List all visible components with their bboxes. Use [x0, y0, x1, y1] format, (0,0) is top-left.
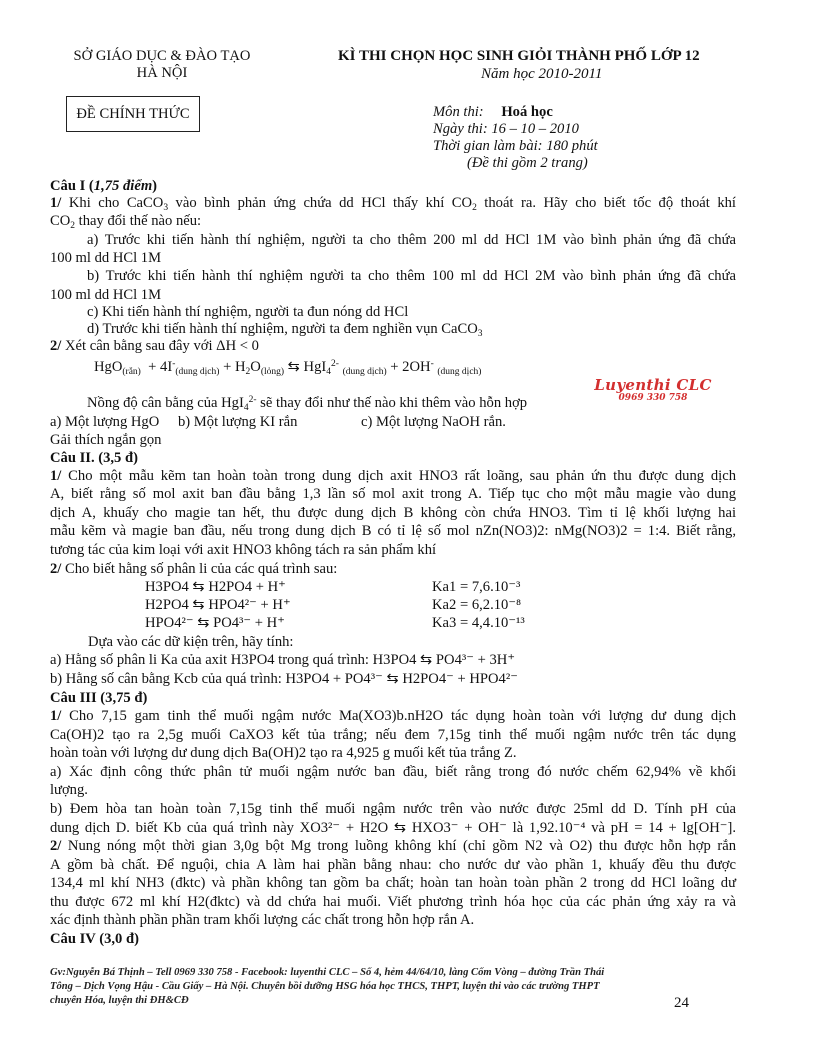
- department-block: [48, 48, 276, 82]
- q2-calc-b: b) Hằng số cân bằng Kcb của quá trình: H3PO4 + PO4³⁻ ⇆ H2PO4⁻ + HPO4²⁻: [50, 671, 518, 687]
- q3-part2-line1: [50, 838, 736, 855]
- q2-part1-text: Cho một mẫu kẽm tan hoàn toàn trong dung dịch axit HNO3 rất loãng, sau phản ứn thu được dung dịch: [61, 468, 736, 484]
- q1-part1-text-a: Khi cho CaCO: [61, 195, 164, 211]
- q2-part2-text: Cho biết hằng số phân li của các quá trình sau:: [61, 561, 338, 577]
- q2-part1-line4: mẫu kẽm và magie ban đầu, nếu trong dung dịch B có tỉ lệ số mol nZn(NO3)2: nMg(NO3)2 = 1:4. Biết rằng,: [50, 523, 736, 539]
- q2-part1-line5: tương tác của kim loại với axit HNO3 không tách ra sản phẩm khí: [50, 542, 437, 558]
- equilibrium-2-eq: H2PO4 ⇆ HPO4²⁻ + H⁺: [145, 597, 291, 613]
- q2-part1-number: 1/: [50, 468, 62, 484]
- q1-part1-line2: $CO_2$ thay đổi thế nào nếu:: [50, 213, 202, 231]
- q3-part1-line1: [50, 708, 736, 725]
- q1-explain: Gải thích ngắn gọn: [50, 432, 162, 448]
- q1-conc-text-a: Nồng độ cân bằng của HgI: [87, 395, 244, 411]
- footer-line-2: Tông – Dịch Vọng Hậu - Cầu Giấy – Hà Nội. Chuyên bồi dưỡng HSG hóa học THCS, THPT, luyện thi vào các trường THPT: [50, 981, 600, 992]
- q3-part2-line5: xác định thành phần phần tram khối lượng các chất trong hỗn hợp rắn A.: [50, 912, 475, 928]
- q3-part2-line4: thu được 672 ml khí H2(đktc) và dd chứa hai muối. Viết phương trình hóa học của các phản ứng xảy ra và: [50, 894, 736, 910]
- q3-part2-line2: A gồm bà chất. Để nguội, chia A làm hai phần bằng nhau: cho nước dư vào phần 1, khuấy đều thu được: [50, 857, 736, 873]
- official-exam-box: [66, 96, 200, 132]
- q3-part1-line2: Ca(OH)2 tạo ra 2,5g muối CaXO3 kết tủa trắng; nếu đem 7,15g tinh thể muối ngậm nước trên tác dụng: [50, 727, 736, 743]
- q3-part2-number: 2/: [50, 838, 62, 854]
- department-city: HÀ NỘI: [136, 65, 188, 81]
- q3-part2-text: Nung nóng một thời gian 3,0g bột Mg trong luồng không khí (chỉ gồm N2 và O2) thu được hỗn hợp rắn: [61, 838, 736, 854]
- q3-part1-text: Cho 7,15 gam tinh thể muối ngậm nước Ma(XO3)b.nH2O tác dụng hoàn toàn với lượng dư dung dịch: [61, 708, 736, 724]
- k-label: Ka3: [432, 615, 457, 631]
- q1-part1-line1: 1/ Khi cho CaCO$_3$ vào bình phản ứng chứa dd HCl thấy khí $CO_2$ thoát ra. Hãy cho biết tốc độ thoát khí: [50, 195, 736, 213]
- equilibrium-1-eq: H3PO4 ⇆ H2PO4 + H⁺: [145, 579, 286, 595]
- footer-line-3: chuyên Hóa, luyện thi ĐH&CĐ: [50, 995, 189, 1006]
- q1-option-b-line2: 100 ml dd HCl 1M: [50, 287, 162, 303]
- question-1-label: Câu I (: [50, 178, 94, 194]
- question-1-title: [50, 178, 157, 195]
- department-name: SỞ GIÁO DỤC & ĐÀO TẠO: [73, 48, 251, 64]
- q1-part1-text-e: thay đổi thế nào nếu:: [75, 213, 202, 229]
- q1-option-d-text: d) Trước khi tiến hành thí nghiệm, người ta đem nghiền vụn CaCO: [87, 321, 478, 337]
- equilibrium-row-2: [145, 597, 291, 614]
- subject-line: [433, 104, 553, 121]
- equilibrium-row-1: [145, 579, 286, 596]
- q3-part1-number: 1/: [50, 708, 62, 724]
- q1-part2-intro: [50, 338, 259, 355]
- equilibrium-3-eq: HPO4²⁻ ⇆ PO4³⁻ + H⁺: [145, 615, 285, 631]
- q1-part2-text: Xét cân bằng sau đây với ΔH < 0: [61, 338, 259, 354]
- q1-part1-number: 1/: [50, 195, 62, 211]
- q1-equilibrium-equation: $HgO_{(rắn)} + 4I^-_{(dung dịch)} + H_2O_{(lỏng)}$ ⇆ HgI$_4^{2-}$ $_{(dung dịch)}$ + 2OH- $_{(dung dịch)}$: [94, 359, 482, 377]
- q3-part1-line3: hoàn toàn với lượng dư dung dịch Ba(OH)2 tạo ra 4,925 g muối kết tủa trắng Z.: [50, 745, 517, 761]
- q2-part2-number: 2/: [50, 561, 62, 577]
- exam-title: KÌ THI CHỌN HỌC SINH GIỎI THÀNH PHỐ LỚP 12: [338, 48, 700, 64]
- k-value: 6,2.10⁻⁸: [471, 597, 522, 613]
- q3-part1-line5: lượng.: [50, 782, 88, 798]
- official-exam-label: ĐỀ CHÍNH THỨC: [76, 105, 190, 122]
- page-footer: [50, 966, 710, 1008]
- q3-part1-line6: b) Đem hòa tan hoàn toàn 7,15g tinh thể muối ngậm nước trên vào nước được 25ml dd D. Tính pH của: [50, 801, 736, 817]
- q1-conc-text-b: sẽ thay đổi như thế nào khi thêm vào hỗn hợp: [256, 395, 528, 411]
- q1-option-b-line1: b) Trước khi tiến hành thí nghiệm người ta cho thêm 100 ml dd HCl 2M vào bình phản ứng đã chứa: [87, 268, 736, 284]
- q1-opt-b: b) Một lượng KI rắn: [178, 414, 298, 430]
- page-number: 24: [674, 995, 689, 1011]
- exam-duration: Thời gian làm bài: 180 phút: [433, 138, 598, 154]
- q2-calc-intro: Dựa vào các dữ kiện trên, hãy tính:: [88, 634, 294, 650]
- q3-part1-line7: dung dịch D. biết Kb của quá trình này XO3²⁻ + H2O ⇆ HXO3⁻ + OH⁻ là 1,92.10⁻⁴ và pH = 14 + lg[OH⁻].: [50, 820, 736, 836]
- equilibrium-3-k: Ka3 = 4,4.10⁻¹³: [432, 615, 525, 631]
- equilibrium-row-3: [145, 615, 285, 632]
- q1-option-d: d) Trước khi tiến hành thí nghiệm, người ta đem nghiền vụn CaCO$_3$: [87, 321, 483, 339]
- q3-part1-line4: a) Xác định công thức phân tử muối ngậm nước ban đầu, biết rằng trong đó nước chếm 62,94% về khối: [50, 764, 736, 780]
- q1-part1-text-b: vào bình phản ứng chứa dd HCl thấy khí CO: [168, 195, 473, 211]
- equilibrium-1-k: Ka1 = 7,6.10⁻³: [432, 579, 521, 595]
- q2-calc-a: a) Hằng số phân li Ka của axit H3PO4 trong quá trình: H3PO4 ⇆ PO4³⁻ + 3H⁺: [50, 652, 516, 668]
- question-4-title: Câu IV (3,0 đ): [50, 931, 139, 947]
- q1-option-c: c) Khi tiến hành thí nghiệm, người ta đun nóng dd HCl: [87, 304, 409, 320]
- k-value: 7,6.10⁻³: [471, 579, 521, 595]
- q1-part1-text-c: thoát ra. Hãy cho biết tốc độ thoát khí: [476, 195, 736, 211]
- subject-value: Hoá học: [501, 104, 553, 120]
- q1-option-a-line2: 100 ml dd HCl 1M: [50, 250, 162, 266]
- subject-label: Môn thi:: [433, 104, 484, 120]
- question-1-points: 1,75 điểm: [93, 178, 153, 194]
- q1-part1-text-d: CO: [50, 213, 71, 229]
- k-value: 4,4.10⁻¹³: [471, 615, 525, 631]
- q1-options-row: [50, 414, 506, 431]
- q1-option-a-line1: a) Trước khi tiến hành thí nghiệm, người ta cho thêm 200 ml dd HCl 1M vào bình phản ứng đã chứa: [87, 232, 736, 248]
- exam-date: Ngày thi: 16 – 10 – 2010: [433, 121, 579, 137]
- q1-part2-number: 2/: [50, 338, 62, 354]
- q2-part1-line1: [50, 468, 736, 485]
- q2-part1-line3: dịch A, khuấy cho magie tan hết, thu được dung dịch B không còn chứa HNO3. Tìm tỉ lệ khối lượng hai: [50, 505, 736, 521]
- q1-opt-a: a) Một lượng HgO: [50, 414, 160, 430]
- q2-part2-intro: [50, 561, 337, 578]
- pages-note: (Đề thi gồm 2 trang): [467, 155, 588, 171]
- question-3-title: Câu III (3,75 đ): [50, 690, 148, 706]
- k-label: Ka1: [432, 579, 457, 595]
- equilibrium-2-k: Ka2 = 6,2.10⁻⁸: [432, 597, 522, 613]
- watermark-phone: 0969 330 758: [618, 393, 688, 403]
- question-1-title-end: ): [152, 178, 158, 194]
- q1-opt-c: c) Một lượng NaOH rắn.: [361, 414, 506, 430]
- watermark-brand: Luyenthi CLC: [594, 376, 712, 394]
- question-2-title: Câu II. (3,5 đ): [50, 450, 138, 466]
- brand-watermark: [580, 378, 726, 403]
- school-year: Năm học 2010-2011: [481, 66, 603, 82]
- q2-part1-line2: A, biết rằng số mol axit ban đầu bằng 1,3 lần số mol axit trong A. Tiếp tục cho một mẫu magie vào dung: [50, 486, 736, 502]
- q1-concentration-question: Nồng độ cân bằng của HgI$_4^{2-}$ sẽ thay đổi như thế nào khi thêm vào hỗn hợp: [87, 395, 528, 413]
- footer-line-1: Gv:Nguyễn Bá Thịnh – Tell 0969 330 758 - Facebook: luyenthi CLC – Số 4, hẻm 44/64/10, làng Cốm Vòng – đường Trần Thái: [50, 967, 605, 978]
- q3-part2-line3: 134,4 ml khí NH3 (đktc) và phần không tan gồm ba chất; hoàn tan hoàn toàn phần 2 trong dd HCl loãng dư: [50, 875, 736, 891]
- k-label: Ka2: [432, 597, 457, 613]
